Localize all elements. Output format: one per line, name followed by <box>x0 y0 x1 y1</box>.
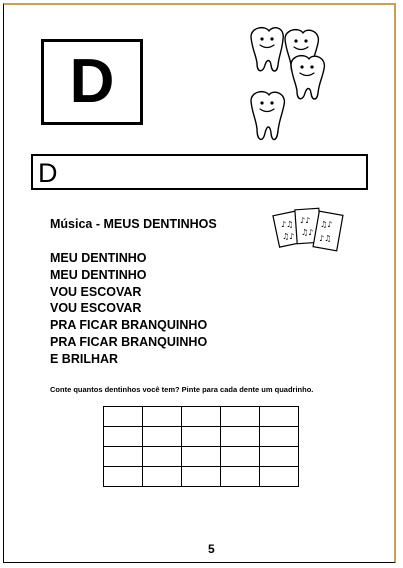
lyric-line: PRA FICAR BRANQUINHO <box>50 318 208 333</box>
instruction-text: Conte quantos dentinhos você tem? Pinte para cada dente um quadrinho. <box>50 385 314 394</box>
grid-cell[interactable] <box>182 407 221 427</box>
grid-cell[interactable] <box>104 467 143 487</box>
writing-box-letter: D <box>38 158 58 188</box>
grid-cell[interactable] <box>221 467 260 487</box>
grid-cell[interactable] <box>221 407 260 427</box>
grid-cell[interactable] <box>260 427 299 447</box>
svg-text:♫♪: ♫♪ <box>301 228 314 237</box>
grid-cell[interactable] <box>221 447 260 467</box>
grid-cell[interactable] <box>104 447 143 467</box>
grid-cell[interactable] <box>182 427 221 447</box>
grid-cell[interactable] <box>260 407 299 427</box>
lyric-line: VOU ESCOVAR <box>50 301 142 316</box>
grid-cell[interactable] <box>221 427 260 447</box>
lyric-line: MEU DENTINHO <box>50 251 147 265</box>
svg-text:♪♫: ♪♫ <box>319 234 332 243</box>
song-lyrics <box>50 250 207 368</box>
svg-text:♪♪: ♪♪ <box>300 216 311 225</box>
lyric-line: MEU DENTINHO <box>50 267 147 282</box>
svg-text:♫♪: ♫♪ <box>282 232 295 241</box>
grid-row <box>104 467 299 487</box>
letter-box <box>41 39 143 125</box>
coloring-grid <box>103 406 299 487</box>
grid-row <box>104 407 299 427</box>
svg-text:♫♪: ♫♪ <box>320 220 333 229</box>
smiling-teeth-icon <box>245 25 333 147</box>
grid-cell[interactable] <box>143 467 182 487</box>
grid-cell[interactable] <box>260 467 299 487</box>
grid-cell[interactable] <box>182 467 221 487</box>
song-title: Música - MEUS DENTINHOS <box>50 217 217 231</box>
lyric-line: E BRILHAR <box>50 351 119 366</box>
grid-cell[interactable] <box>260 447 299 467</box>
page-number: 5 <box>208 542 215 556</box>
grid-cell[interactable] <box>143 427 182 447</box>
lyric-line: VOU ESCOVAR <box>50 284 142 299</box>
grid-cell[interactable] <box>143 407 182 427</box>
grid-row <box>104 447 299 467</box>
grid-row <box>104 427 299 447</box>
grid-cell[interactable] <box>104 427 143 447</box>
big-letter: D <box>69 47 115 116</box>
music-sheets-icon <box>272 205 344 257</box>
svg-text:♪♫: ♪♫ <box>281 220 294 229</box>
grid-cell[interactable] <box>182 447 221 467</box>
lyric-line: PRA FICAR BRANQUINHO <box>50 334 208 349</box>
worksheet-page <box>3 3 396 563</box>
grid-cell[interactable] <box>104 407 143 427</box>
writing-box <box>31 154 368 190</box>
grid-cell[interactable] <box>143 447 182 467</box>
